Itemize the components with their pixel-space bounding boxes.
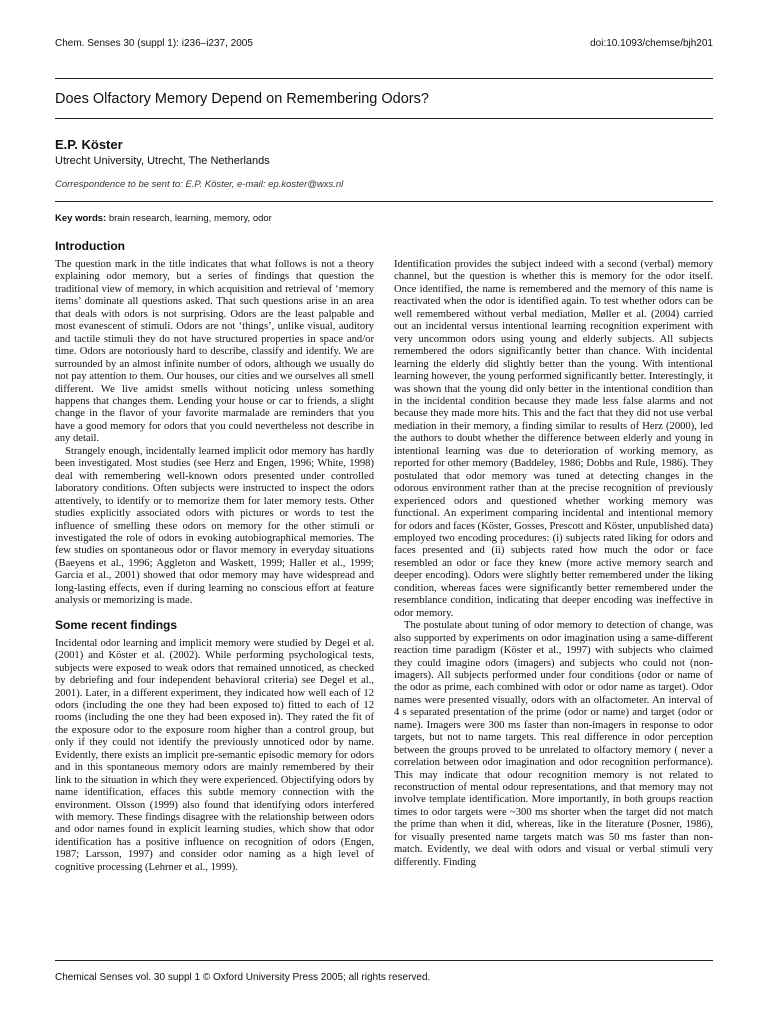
journal-citation: Chem. Senses 30 (suppl 1): i236–i237, 2005 bbox=[55, 38, 253, 49]
author-name: E.P. Köster bbox=[55, 137, 123, 152]
keywords-list: brain research, learning, memory, odor bbox=[108, 213, 272, 224]
left-column bbox=[55, 238, 374, 874]
intro-paragraph-2: Strangely enough, incidentally learned implicit odor memory has hardly been investigated. Most studies (see Herz and Engen, 1996; White, 1998) deal with remembering well-known odors presented under controlled laboratory conditions. Often subjects were instructed to inspect the odors attentively, to identify or to memorize them for later memory tests. Other studies explicitly associated odors with pictures or words to test the influence of smelling these odors on memory for the other stimuli or investigated the role of odors in evoking autobiographical memories. The few studies on spontaneous odor or flavor memory in everyday situations (Baeyens et al., 1996; Aggleton and Waskett, 1999; Haller et al., 1999; Garcia et al., 2001) showed that odor memory may have widespread and long-lasting effects, even if during learning no conscious effort at feature analysis or memorizing is made. bbox=[55, 445, 374, 607]
keywords-divider bbox=[55, 201, 713, 202]
running-header bbox=[55, 38, 713, 49]
intro-paragraph-1: The question mark in the title indicates that what follows is not a theory explaining odor memory, but a series of findings that question the traditional view of memory, in which acquisition and retrieval of ‘memory items’ dominate all questions asked. That such questions arise in an area that deals with odors is not surprising. Odors are the least palpable and most evanescent of stimuli. Odors are not ‘things’, unlike visual, auditory and tactile stimuli they do not have structured properties in space and/or time. Odors are notoriously hard to describe, classify and identify. We are surrounded by an almost infinite number of odors, although we usually do not pay attention to them. Our houses, our cities and we ourselves all smell different. We live amidst smells without noticing unless something happens that changes them. Lending your house or car to friends, a slight change in the flavor of your favorite marmalade are reminders that you have a good memory for odors that you could nevertheless not describe in any detail. bbox=[55, 259, 374, 445]
top-divider bbox=[55, 78, 713, 79]
copyright-footer: Chemical Senses vol. 30 suppl 1 © Oxford University Press 2005; all rights reserved. bbox=[55, 972, 431, 983]
affiliation: Utrecht University, Utrecht, The Netherlands bbox=[55, 155, 270, 167]
footer-divider bbox=[55, 960, 713, 961]
right-column bbox=[394, 259, 713, 869]
introduction-heading: Introduction bbox=[55, 239, 125, 253]
correspondence: Correspondence to be sent to: E.P. Köster, e-mail: ep.koster@wxs.nl bbox=[55, 179, 344, 190]
right-paragraph-1: Identification provides the subject indeed with a second (verbal) memory channel, but the question is whether this is memory for the odor itself. Once identified, the name is remembered and the memory of this name is reactivated when the odor is identified again. To test whether odors can be well remembered without verbal mediation, Møller et al. (2004) carried out an incidental versus intentional learning recognition experiment with very uncommon odors using young and elderly subjects. All subjects remembered the odors significantly better than chance. With incidental learning the elderly did slightly better than the young. With intentional learning however, the young performed significantly better. Interestingly, it was shown that the young did only better in the intentional condition than in the incidental condition because they made less false alarms and not because they made more hits. This and the fact that they did not use verbal mediation in their memory, a finding similar to results of Herz (2000), led the authors to doubt whether the difference between elderly and young in intentional learning was due to deterioration of working memory, as reported for other memory (Baddeley, 1986; Dobbs and Rule, 1986). They postulated that odor memory was tuned at detecting changes in the odorous environment rather than at the precise recognition of previously experienced odors and questioned whether working memory was functional. An experiment comparing incidental and intentional memory for odors and faces (Köster, Gosses, Prescott and Köster, unpublished data) employed two encoding procedures: (i) subjects rated liking for odors and faces presented and (ii) subjects rated how much the odor or face resembled an odor or face they knew (more active memory search and deeper encoding). Odors were slightly better remembered under the liking condition, whereas faces were significantly better remembered under the resemblance condition, indicating that deeper encoding was ineffective in odor memory. bbox=[394, 259, 713, 619]
article-title: Does Olfactory Memory Depend on Remembering Odors? bbox=[55, 91, 429, 107]
doi[interactable]: doi:10.1093/chemse/bjh201 bbox=[590, 38, 713, 49]
right-paragraph-2: The postulate about tuning of odor memory to detection of change, was also supported by experiments on odor imagination using a same-different reaction time paradigm (Köster et al., 1997) with subjects who claimed they could imagine odors (imagers) and subjects who could not (non-imagers). All subjects performed under four conditions (odor or name of the odor as prime, each combined with odor or odor name as target). Odor names were presented visually, odors with an olfactometer. An interval of 4 s separated presentation of the prime (odor or name) and target (odor or name). Imagers were 300 ms faster than non-imagers in response to odor targets, but not to name targets. This real difference in odor perception between the groups proved to be unrelated to olfactory memory ( never a correlation between odor imagination and odor recognition performance). This may indicate that odour recognition memory is not related to reconstruction of mental odour representations, and that memory may not involve template identification. More importantly, in both groups reaction times to odor targets were ~300 ms shorter when the target did not match the prime than when it did, whereas, like in the literature (Posner, 1986), for visually presented name targets match was 50 ms faster than non-match. Evidently, we deal with odors and visual or verbal stimuli very differently. Finding bbox=[394, 620, 713, 868]
findings-paragraph-1: Incidental odor learning and implicit memory were studied by Degel et al. (2001) and Köster et al. (2002). While performing psychological tests, subjects were exposed to weak odors that remained unnoticed, as checked by debriefing and four independent behavioral criteria) see Degel et al., 2001). Later, in a different experiment, they indicated how well each of 12 odors (including the one they had been exposed to) fitted to each of 12 rooms (including the one they had been exposed in). They rated the fit of the exposure odor to the exposure room higher than a control group, but only if they could not identify the previously unnoticed odor by name. Evidently, there exists an implicit pre-semantic episodic memory for odors and in this spontaneous memory odors are mainly remembered by their link to the situation in which they were experienced. Objectifying odors by name identification, effaces this subtle memory connection with the environment. Olsson (1999) also found that identifying odors interfered with memory. These findings disagree with the relationship between odors and odor names found in explicit learning studies, which show that odor identification has a positive influence on recognition of odors (Engen, 1987; Larsson, 1997) and consider odor naming as a high level of cognitive processing (Lehrner et al., 1999). bbox=[55, 637, 374, 873]
findings-heading: Some recent findings bbox=[55, 617, 178, 632]
keywords-label: Key words: bbox=[55, 213, 107, 224]
title-divider bbox=[55, 118, 713, 119]
keywords bbox=[55, 213, 272, 224]
